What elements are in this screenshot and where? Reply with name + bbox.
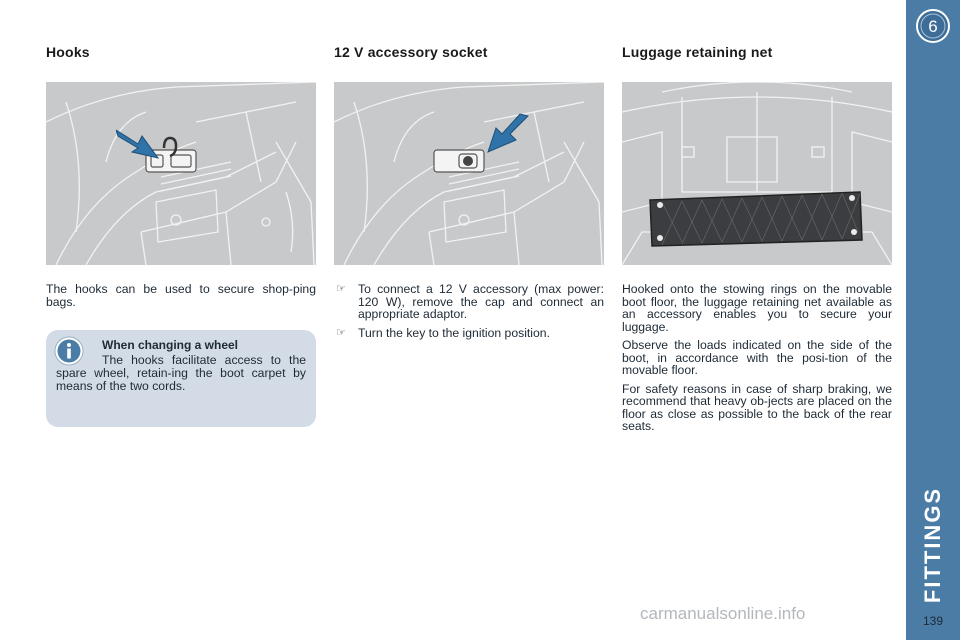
socket-illustration [334, 82, 604, 265]
hooks-illustration [46, 82, 316, 265]
net-paragraph: Observe the loads indicated on the side of the boot, in accordance with the posi-tion of the movable floor. [622, 338, 892, 377]
page-number: 139 [922, 614, 944, 628]
net-heading: Luggage retaining net [622, 44, 773, 60]
info-box-text: The hooks facilitate access to the spare wheel, retain-ing the boot carpet by means of the two cords. [56, 353, 306, 393]
socket-text [334, 283, 604, 345]
chapter-title: FITTINGS [920, 486, 945, 604]
net-paragraph: Hooked onto the stowing rings on the movable boot floor, the luggage retaining net available as an accessory enables you to secure your luggage. [622, 282, 892, 334]
watermark: carmanualsonline.info [640, 604, 806, 623]
info-box-title: When changing a wheel [102, 338, 239, 352]
chapter-badge [915, 8, 951, 44]
pointing-hand-icon: ☞ [336, 283, 346, 295]
bullet-item: ☞ To connect a 12 V accessory (max power: 120 W), remove the cap and connect an appropriate adaptor. [336, 282, 604, 321]
chapter-sidebar [906, 0, 960, 640]
blue-arrow-icon [116, 122, 162, 162]
hooks-heading: Hooks [46, 44, 90, 60]
pointing-hand-icon: ☞ [336, 326, 346, 339]
bullet-item: ☞ Turn the key to the ignition position. [336, 325, 550, 340]
net-paragraph: For safety reasons in case of sharp braking, we recommend that heavy ob-jects are placed on the floor as close as possible to the back of the rear seats. [622, 381, 892, 433]
blue-arrow-icon [484, 112, 530, 156]
net-text [622, 283, 892, 439]
socket-heading: 12 V accessory socket [334, 44, 488, 60]
info-box [46, 330, 316, 427]
chapter-number: 6 [928, 17, 938, 36]
hooks-text: The hooks can be used to secure shop-ping bags. [46, 282, 316, 309]
net-illustration [622, 82, 892, 265]
